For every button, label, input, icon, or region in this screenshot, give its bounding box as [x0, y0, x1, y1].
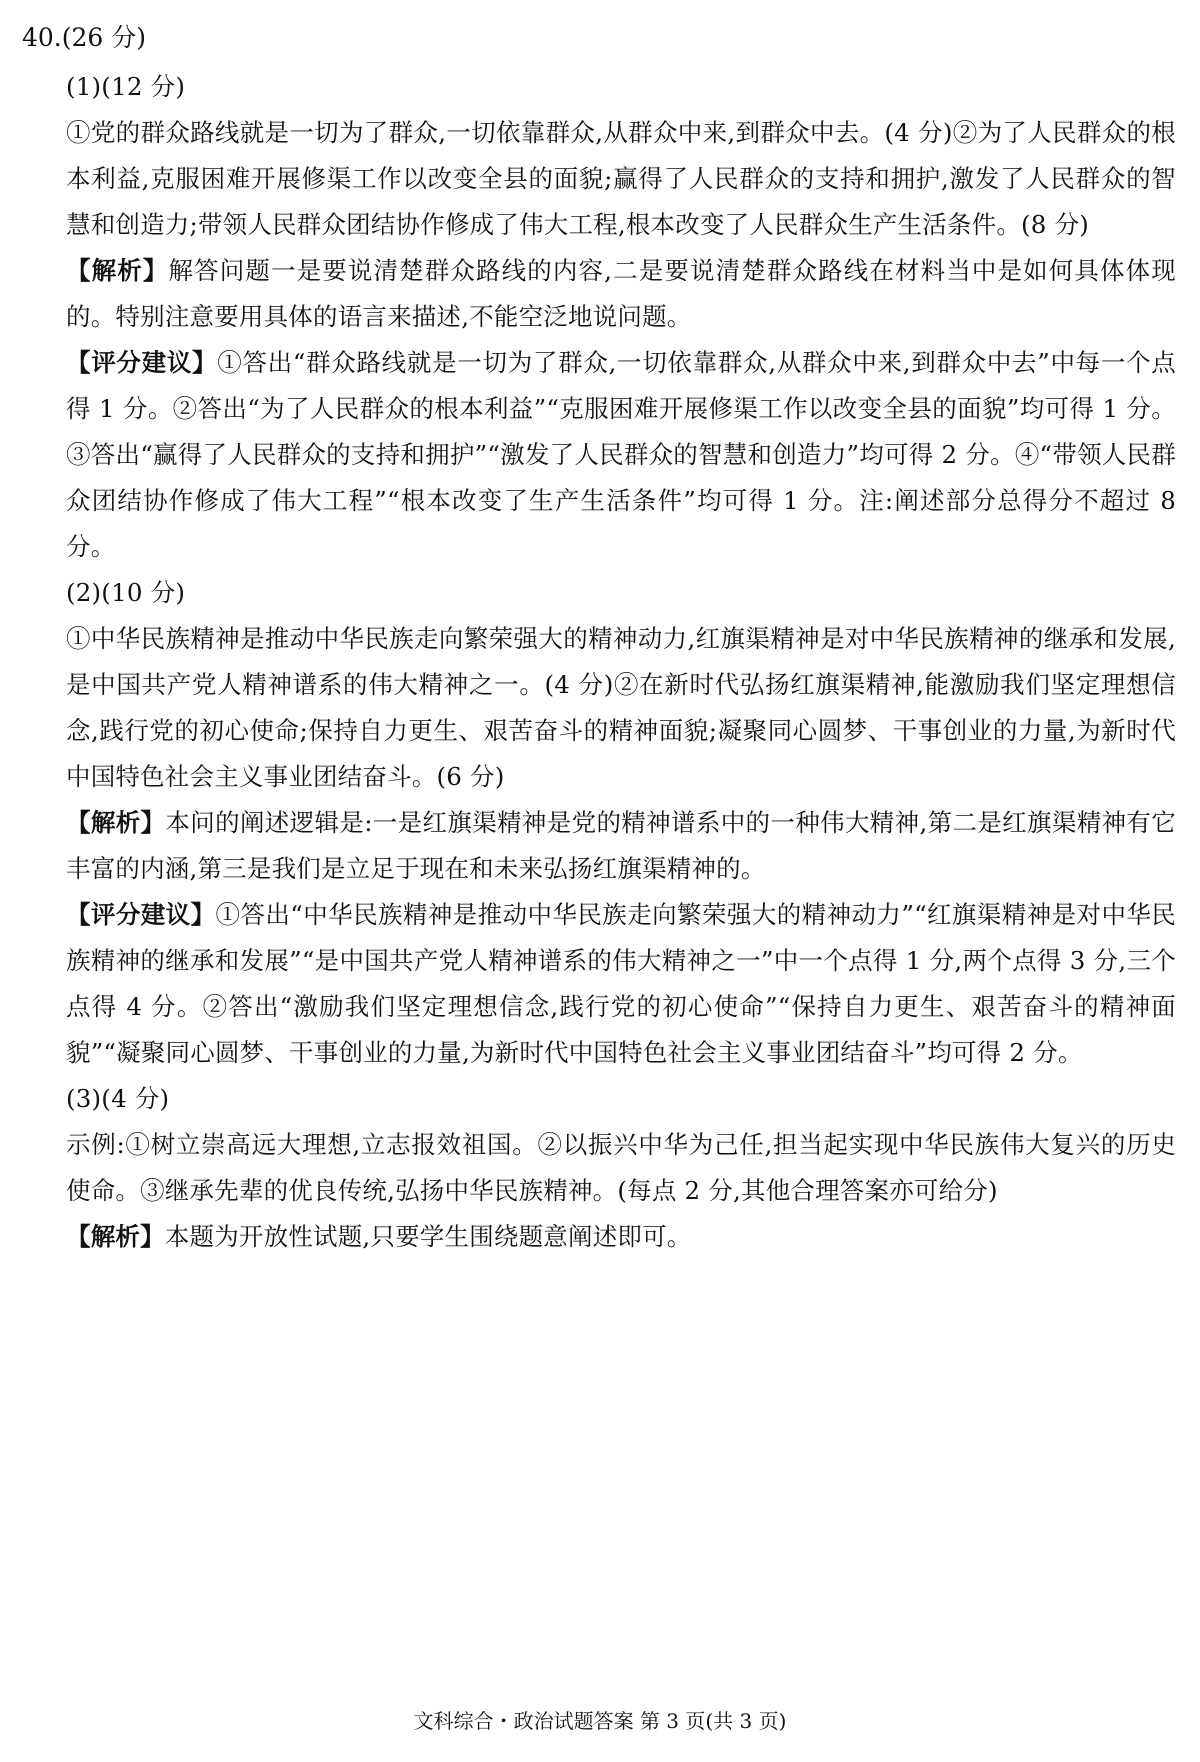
part2-analysis-text: 本问的阐述逻辑是:一是红旗渠精神是党的精神谱系中的一种伟大精神,第二是红旗渠精神有它丰富的内涵,第三是我们是立足于现在和未来弘扬红旗渠精神的。 [66, 808, 1176, 883]
part1-scoring-text: ①答出“群众路线就是一切为了群众,一切依靠群众,从群众中来,到群众中去”中每一个点得 1 分。②答出“为了人民群众的根本利益”“克服困难开展修渠工作以改变全县的面貌”均可得 1 分。③答出“赢得了人民群众的支持和拥护”“激发了人民群众的智慧和创造力”均可得 2 分。④“带领人民群众团结协作修成了伟大工程”“根本改变了生产生活条件”均可得 1 分。注:阐述部分总得分不超过 8 分。 [66, 348, 1176, 561]
part1-analysis [66, 248, 1176, 340]
part2-analysis [66, 800, 1176, 892]
part2-scoring-text: ①答出“中华民族精神是推动中华民族走向繁荣强大的精神动力”“红旗渠精神是对中华民族精神的继承和发展”“是中国共产党人精神谱系的伟大精神之一”中一个点得 1 分,两个点得 3 分,三个点得 4 分。②答出“激励我们坚定理想信念,践行党的初心使命”“保持自力更生、艰苦奋斗的精神面貌”“凝聚同心圆梦、干事创业的力量,为新时代中国特色社会主义事业团结奋斗”均可得 2 分。 [66, 900, 1176, 1067]
part3-analysis-text: 本题为开放性试题,只要学生围绕题意阐述即可。 [164, 1222, 692, 1251]
part1-analysis-tag: 【解析】 [66, 256, 169, 285]
part3-answer: 示例:①树立崇高远大理想,立志报效祖国。②以振兴中华为己任,担当起实现中华民族伟大复兴的历史使命。③继承先辈的优良传统,弘扬中华民族精神。(每点 2 分,其他合理答案亦可给分) [66, 1130, 1176, 1205]
part2-analysis-tag: 【解析】 [66, 808, 166, 837]
part2-header: (2)(10 分) [66, 578, 186, 607]
page-footer: 文科综合・政治试题答案 第 3 页(共 3 页) [413, 1709, 787, 1733]
part1-scoring-tag: 【评分建议】 [66, 348, 218, 377]
part3-header: (3)(4 分) [66, 1084, 170, 1113]
part3-analysis [66, 1214, 1176, 1260]
part2-scoring-tag: 【评分建议】 [66, 900, 216, 929]
part1-header: (1)(12 分) [66, 72, 186, 101]
part2-scoring [66, 892, 1176, 1076]
answer-content [66, 64, 1176, 1260]
part1-answer: ①党的群众路线就是一切为了群众,一切依靠群众,从群众中来,到群众中去。(4 分)②为了人民群众的根本利益,克服困难开展修渠工作以改变全县的面貌;赢得了人民群众的支持和拥护,激发了人民群众的智慧和创造力;带领人民群众团结协作修成了伟大工程,根本改变了人民群众生产生活条件。(8 分) [66, 118, 1176, 239]
part2-answer: ①中华民族精神是推动中华民族走向繁荣强大的精神动力,红旗渠精神是对中华民族精神的继承和发展,是中国共产党人精神谱系的伟大精神之一。(4 分)②在新时代弘扬红旗渠精神,能激励我们坚定理想信念,践行党的初心使命;保持自力更生、艰苦奋斗的精神面貌;凝聚同心圆梦、干事创业的力量,为新时代中国特色社会主义事业团结奋斗。(6 分) [66, 624, 1176, 791]
part3-analysis-tag: 【解析】 [66, 1222, 165, 1251]
question-number: 40.(26 分) [22, 23, 147, 52]
part1-analysis-text: 解答问题一是要说清楚群众路线的内容,二是要说清楚群众路线在材料当中是如何具体体现的。特别注意要用具体的语言来描述,不能空泛地说问题。 [66, 256, 1176, 331]
part1-scoring [66, 340, 1176, 570]
